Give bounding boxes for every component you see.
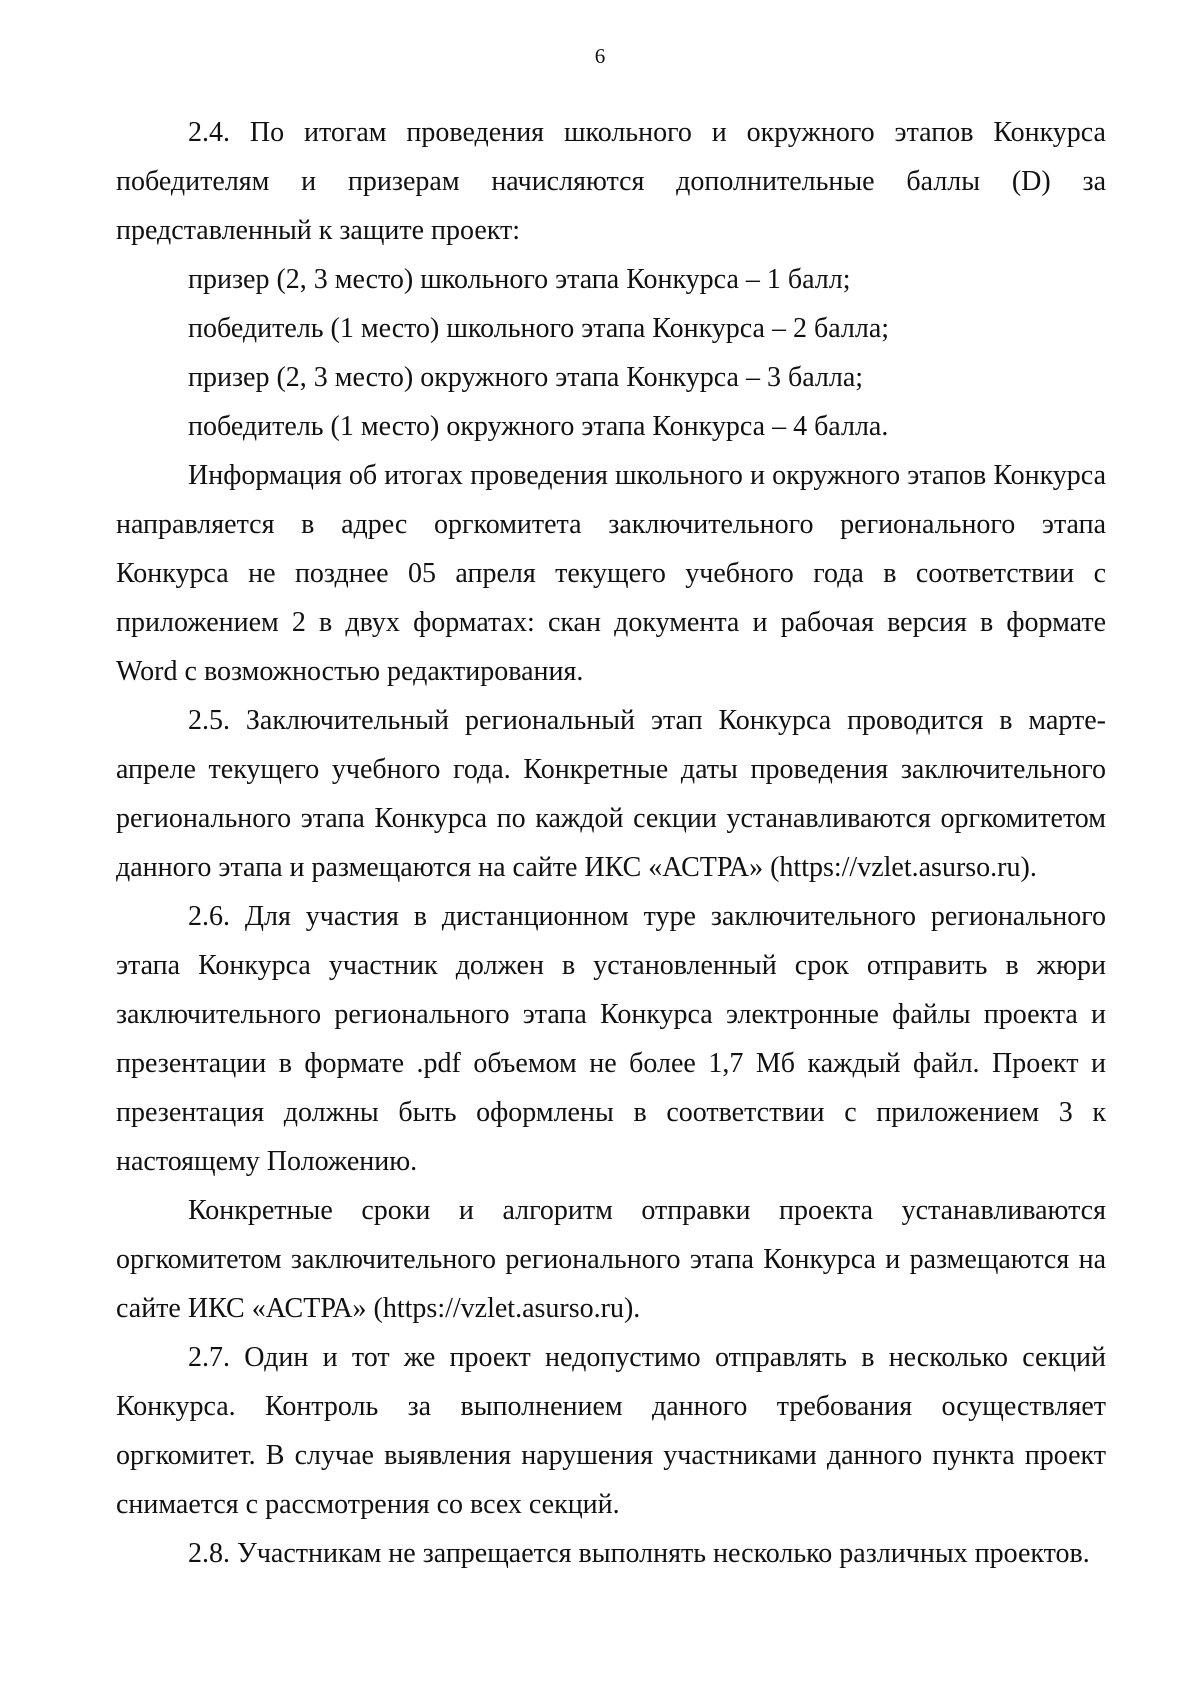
list-item: победитель (1 место) школьного этапа Конкурса – 2 балла; <box>188 313 890 344</box>
paragraph-results-info: Информация об итогах проведения школьного и окружного этапов Конкурса направляется в адрес оргкомитета заключительного регионального этапа Конкурса не позднее 05 апреля текущего учебного года в соответствии с приложением 2 в двух форматах: скан документа и рабочая версия в формате Word с возможностью редактирования. <box>116 460 1106 687</box>
list-item: призер (2, 3 место) школьного этапа Конкурса – 1 балл; <box>188 264 851 295</box>
document-body <box>116 108 1106 1578</box>
page-number: 6 <box>594 44 606 68</box>
paragraph-2-7: 2.7. Один и тот же проект недопустимо отправлять в несколько секций Конкурса. Контроль за выполнением данного требования осуществляет оргкомитет. В случае выявления нарушения участниками данного пункта проект снимается с рассмотрения со всех секций. <box>116 1342 1106 1520</box>
list-item: победитель (1 место) окружного этапа Конкурса – 4 балла. <box>188 411 889 442</box>
paragraph-submission-terms: Конкретные сроки и алгоритм отправки проекта устанавливаются оргкомитетом заключительного регионального этапа Конкурса и размещаются на сайте ИКС «АСТРА» (https://vzlet.asurso.ru). <box>116 1195 1106 1324</box>
paragraph-2-5: 2.5. Заключительный региональный этап Конкурса проводится в марте-апреле текущего учебного года. Конкретные даты проведения заключительного регионального этапа Конкурса по каждой секции устанавливаются оргкомитетом данного этапа и размещаются на сайте ИКС «АСТРА» (https://vzlet.asurso.ru). <box>116 705 1106 883</box>
paragraph-2-4: 2.4. По итогам проведения школьного и окружного этапов Конкурса победителям и призерам начисляются дополнительные баллы (D) за представленный к защите проект: <box>116 117 1106 246</box>
paragraph-2-8: 2.8. Участникам не запрещается выполнять несколько различных проектов. <box>188 1538 1090 1569</box>
list-item: призер (2, 3 место) окружного этапа Конкурса – 3 балла; <box>188 362 864 393</box>
paragraph-2-6: 2.6. Для участия в дистанционном туре заключительного регионального этапа Конкурса участник должен в установленный срок отправить в жюри заключительного регионального этапа Конкурса электронные файлы проекта и презентации в формате .pdf объемом не более 1,7 Мб каждый файл. Проект и презентация должны быть оформлены в соответствии с приложением 3 к настоящему Положению. <box>116 901 1106 1177</box>
